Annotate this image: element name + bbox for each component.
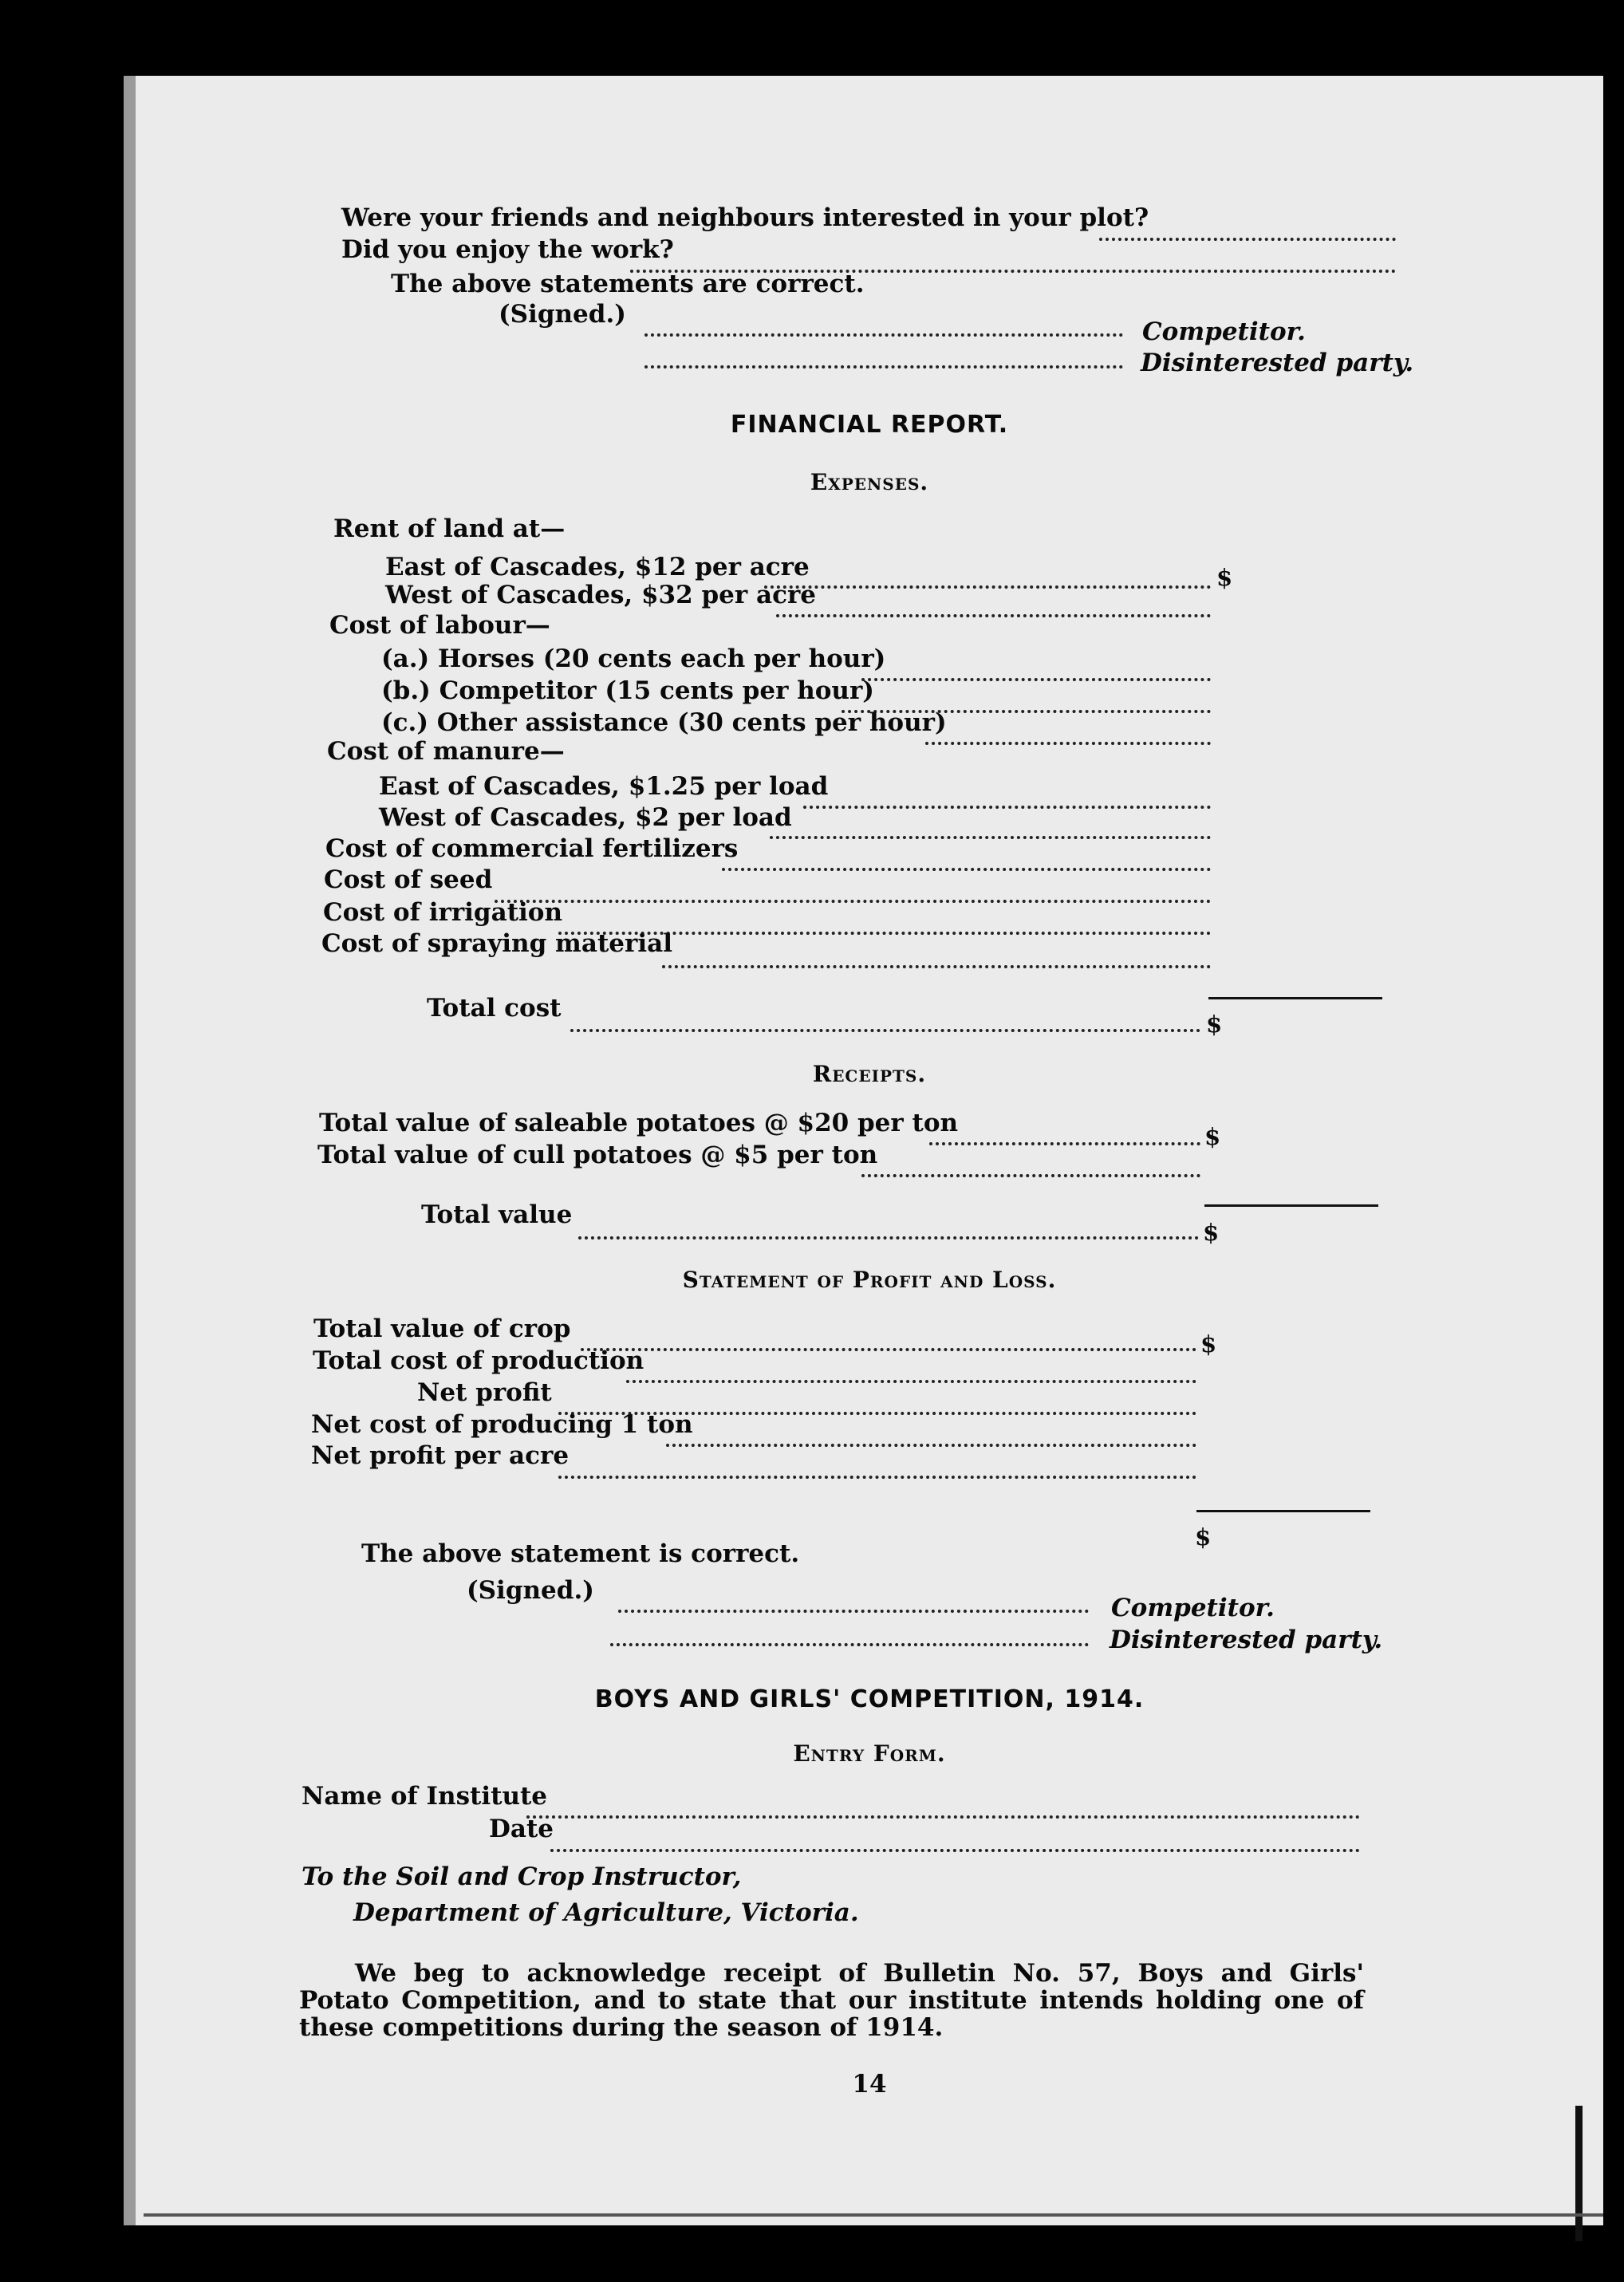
irrigation-line: Cost of irrigation <box>323 898 563 927</box>
seed-line: Cost of seed <box>324 865 493 894</box>
sum-rule <box>1204 1204 1378 1207</box>
total-cost-line: Total cost <box>427 994 562 1023</box>
sum-rule <box>1196 1510 1370 1512</box>
expenses-heading: Expenses. <box>810 469 929 495</box>
disinterested-label: Disinterested party. <box>1141 349 1414 377</box>
acknowledgement-paragraph <box>299 1960 1364 2041</box>
sum-rule <box>1208 997 1382 999</box>
amount-line <box>662 965 1211 968</box>
net-cost-ton-line: Net cost of producing 1 ton <box>311 1410 693 1439</box>
amount-line <box>495 900 1211 903</box>
rent-label: Rent of land at— <box>333 514 566 543</box>
question-friends: Were your friends and neighbours interested in your plot? <box>341 203 1149 232</box>
cost-production-line: Total cost of production <box>313 1346 644 1375</box>
profit-loss-heading: Statement of Profit and Loss. <box>682 1267 1057 1293</box>
competitor-label-2: Competitor. <box>1111 1594 1275 1622</box>
answer-line <box>1099 238 1396 241</box>
signature-line <box>644 333 1123 337</box>
entry-form-heading: Entry Form. <box>793 1740 946 1767</box>
manure-label: Cost of manure— <box>327 737 565 766</box>
dollar-sign: $ <box>1206 1011 1223 1038</box>
date-field[interactable] <box>550 1849 1360 1852</box>
to-line-2: Department of Agriculture, Victoria. <box>353 1898 859 1927</box>
east-manure: East of Cascades, $1.25 per load <box>379 772 829 801</box>
scan-edge-mark <box>1575 2106 1583 2241</box>
statement-correct: The above statement is correct. <box>361 1539 800 1568</box>
acknowledgement-text: We beg to acknowledge receipt of Bulletin No. 57, Boys and Girls' Potato Competition, and to state that our institute intends holding one of these competitions during the season of 1914. <box>299 1959 1364 2042</box>
amount-line <box>861 678 1211 681</box>
amount-line <box>925 742 1211 745</box>
west-manure: West of Cascades, $2 per load <box>379 803 792 832</box>
competition-title: BOYS AND GIRLS' COMPETITION, 1914. <box>594 1685 1145 1713</box>
institute-name-field[interactable] <box>526 1815 1360 1819</box>
amount-line <box>722 868 1211 871</box>
signed-label: (Signed.) <box>499 300 626 329</box>
amount-line <box>929 1142 1200 1145</box>
dollar-sign: $ <box>1200 1330 1217 1358</box>
name-institute-label: Name of Institute <box>302 1782 548 1811</box>
competitor-label: Competitor. <box>1142 317 1306 346</box>
other-assistance-line: (c.) Other assistance (30 cents per hour) <box>381 708 947 737</box>
signature-line <box>618 1610 1089 1613</box>
amount-line <box>776 614 1211 617</box>
dollar-sign: $ <box>1216 564 1233 591</box>
statements-correct: The above statements are correct. <box>391 270 865 298</box>
cull-line: Total value of cull potatoes @ $5 per ton <box>317 1141 878 1169</box>
horses-line: (a.) Horses (20 cents each per hour) <box>381 644 886 673</box>
west-rent: West of Cascades, $32 per acre <box>385 581 817 609</box>
signed-label-2: (Signed.) <box>467 1576 594 1605</box>
amount-line <box>666 1444 1196 1447</box>
dollar-sign: $ <box>1204 1123 1221 1150</box>
receipts-heading: Receipts. <box>812 1061 927 1087</box>
labour-label: Cost of labour— <box>329 611 550 640</box>
amount-line <box>764 585 1211 589</box>
amount-line <box>861 1174 1200 1177</box>
amount-line <box>770 836 1211 839</box>
spraying-line: Cost of spraying material <box>321 929 672 958</box>
dollar-sign: $ <box>1195 1523 1212 1551</box>
amount-line <box>578 1236 1199 1240</box>
amount-line <box>803 806 1211 809</box>
amount-line <box>626 1380 1196 1383</box>
amount-line <box>570 1029 1200 1032</box>
disinterested-label-2: Disinterested party. <box>1110 1626 1383 1654</box>
competitor-labour-line: (b.) Competitor (15 cents per hour) <box>381 676 874 705</box>
value-crop-line: Total value of crop <box>313 1314 571 1343</box>
net-profit-acre-line: Net profit per acre <box>311 1441 570 1470</box>
question-enjoy: Did you enjoy the work? <box>341 235 674 264</box>
net-profit-line: Net profit <box>417 1378 552 1407</box>
date-label: Date <box>489 1815 554 1843</box>
financial-report-title: FINANCIAL REPORT. <box>730 411 1009 439</box>
amount-line <box>558 1476 1196 1479</box>
dollar-sign: $ <box>1203 1219 1220 1246</box>
amount-line <box>581 1348 1196 1351</box>
scan-bottom-edge <box>144 2213 1603 2217</box>
east-rent: East of Cascades, $12 per acre <box>385 553 810 581</box>
signature-line <box>644 365 1123 369</box>
saleable-line: Total value of saleable potatoes @ $20 per ton <box>319 1109 959 1137</box>
to-line-1: To the Soil and Crop Instructor, <box>302 1862 742 1891</box>
signature-line <box>610 1643 1089 1646</box>
fertilizers-line: Cost of commercial fertilizers <box>325 834 739 863</box>
total-value-line: Total value <box>421 1200 573 1229</box>
page-number: 14 <box>852 2070 887 2099</box>
